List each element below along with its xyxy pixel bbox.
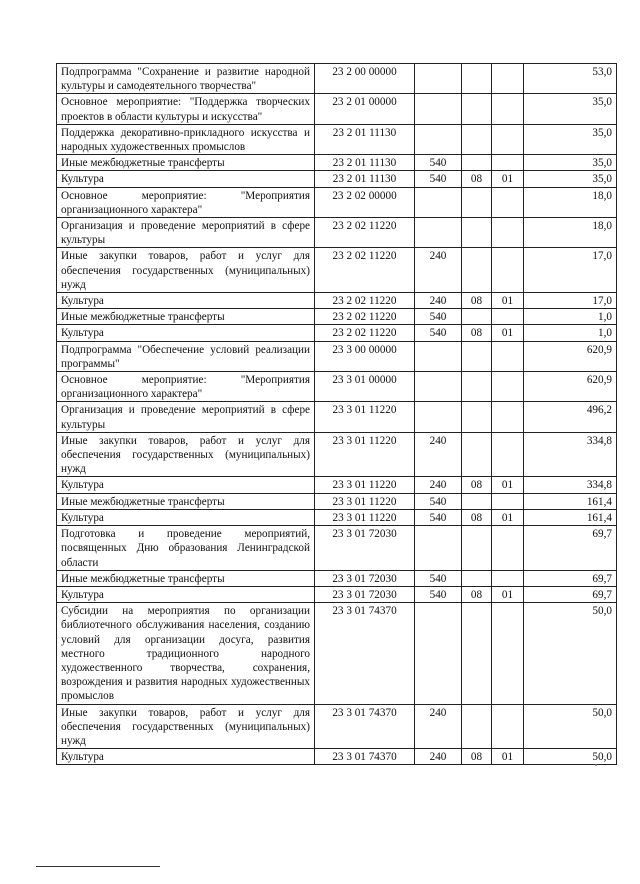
subsection-cell: 01 (492, 325, 524, 341)
table-row (57, 704, 617, 749)
subsection-cell (492, 603, 524, 704)
amount-cell: 35,0 (524, 124, 617, 154)
expense-type-cell (415, 526, 462, 571)
row-name-cell: Подпрограмма "Обеспечение условий реализации программы" (57, 341, 315, 371)
section-cell (462, 124, 492, 154)
table-row (57, 570, 617, 586)
amount-cell: 620,9 (524, 372, 617, 402)
table-row (57, 586, 617, 602)
target-code-cell: 23 3 00 00000 (315, 341, 415, 371)
table-row (57, 309, 617, 325)
table-row (57, 64, 617, 94)
section-cell (462, 64, 492, 94)
expense-type-cell: 540 (415, 509, 462, 525)
target-code-cell: 23 3 01 11220 (315, 493, 415, 509)
subsection-cell (492, 124, 524, 154)
section-cell (462, 402, 492, 432)
row-name-cell: Организация и проведение мероприятий в сфере культуры (57, 402, 315, 432)
expense-type-cell: 540 (415, 155, 462, 171)
section-cell (462, 493, 492, 509)
target-code-cell: 23 2 02 11220 (315, 309, 415, 325)
expense-type-cell: 240 (415, 749, 462, 765)
subsection-cell (492, 248, 524, 293)
amount-cell: 17,0 (524, 248, 617, 293)
scan-artifact (595, 764, 597, 766)
expense-type-cell: 540 (415, 325, 462, 341)
subsection-cell (492, 704, 524, 749)
amount-cell: 69,7 (524, 526, 617, 571)
section-cell (462, 341, 492, 371)
expense-type-cell (415, 402, 462, 432)
row-name-cell: Культура (57, 293, 315, 309)
expense-type-cell (415, 187, 462, 217)
section-cell: 08 (462, 509, 492, 525)
amount-cell: 69,7 (524, 586, 617, 602)
section-cell (462, 155, 492, 171)
section-cell (462, 94, 492, 124)
expense-type-cell: 240 (415, 293, 462, 309)
table-row (57, 124, 617, 154)
row-name-cell: Основное мероприятие: "Поддержка творческих проектов в области культуры и искусства" (57, 94, 315, 124)
target-code-cell: 23 3 01 11220 (315, 402, 415, 432)
section-cell (462, 704, 492, 749)
expense-type-cell: 240 (415, 704, 462, 749)
row-name-cell: Культура (57, 325, 315, 341)
subsection-cell (492, 402, 524, 432)
expense-type-cell: 240 (415, 477, 462, 493)
target-code-cell: 23 3 01 11220 (315, 432, 415, 477)
row-name-cell: Культура (57, 171, 315, 187)
row-name-cell: Поддержка декоративно-прикладного искусства и народных художественных промыслов (57, 124, 315, 154)
target-code-cell: 23 2 02 00000 (315, 187, 415, 217)
target-code-cell: 23 2 01 11130 (315, 155, 415, 171)
amount-cell: 1,0 (524, 309, 617, 325)
table-row (57, 293, 617, 309)
row-name-cell: Иные межбюджетные трансферты (57, 493, 315, 509)
table-row (57, 94, 617, 124)
target-code-cell: 23 3 01 11220 (315, 477, 415, 493)
expense-type-cell: 240 (415, 248, 462, 293)
expense-type-cell (415, 64, 462, 94)
row-name-cell: Подпрограмма "Сохранение и развитие народной культуры и самодеятельного творчества" (57, 64, 315, 94)
row-name-cell: Культура (57, 477, 315, 493)
table-row (57, 372, 617, 402)
section-cell: 08 (462, 171, 492, 187)
table-row (57, 432, 617, 477)
target-code-cell: 23 2 00 00000 (315, 64, 415, 94)
subsection-cell (492, 155, 524, 171)
section-cell (462, 187, 492, 217)
amount-cell: 35,0 (524, 155, 617, 171)
target-code-cell: 23 3 01 11220 (315, 509, 415, 525)
expense-type-cell: 540 (415, 570, 462, 586)
section-cell (462, 432, 492, 477)
target-code-cell: 23 2 02 11220 (315, 293, 415, 309)
amount-cell: 496,2 (524, 402, 617, 432)
subsection-cell (492, 341, 524, 371)
section-cell: 08 (462, 749, 492, 765)
row-name-cell: Иные межбюджетные трансферты (57, 309, 315, 325)
row-name-cell: Культура (57, 749, 315, 765)
target-code-cell: 23 3 01 74370 (315, 749, 415, 765)
subsection-cell: 01 (492, 293, 524, 309)
budget-table (56, 63, 617, 765)
row-name-cell: Субсидии на мероприятия по организации библиотечного обслуживания населения, созданию условий для организации досуга, развития местного традиционного народного художественного творчества, сохранения, возрождения и развития народных художественных промыслов (57, 603, 315, 704)
target-code-cell: 23 2 01 11130 (315, 124, 415, 154)
table-row (57, 218, 617, 248)
target-code-cell: 23 2 01 00000 (315, 94, 415, 124)
amount-cell: 161,4 (524, 493, 617, 509)
subsection-cell (492, 218, 524, 248)
section-cell (462, 218, 492, 248)
row-name-cell: Основное мероприятие: "Мероприятия организационного характера" (57, 372, 315, 402)
subsection-cell (492, 187, 524, 217)
subsection-cell: 01 (492, 586, 524, 602)
expense-type-cell: 540 (415, 493, 462, 509)
row-name-cell: Иные межбюджетные трансферты (57, 570, 315, 586)
table-row (57, 402, 617, 432)
subsection-cell: 01 (492, 749, 524, 765)
expense-type-cell (415, 372, 462, 402)
target-code-cell: 23 3 01 72030 (315, 586, 415, 602)
row-name-cell: Культура (57, 509, 315, 525)
section-cell (462, 248, 492, 293)
expense-type-cell (415, 124, 462, 154)
amount-cell: 18,0 (524, 187, 617, 217)
amount-cell: 17,0 (524, 293, 617, 309)
target-code-cell: 23 3 01 72030 (315, 526, 415, 571)
section-cell: 08 (462, 477, 492, 493)
amount-cell: 50,0 (524, 603, 617, 704)
row-name-cell: Иные закупки товаров, работ и услуг для обеспечения государственных (муниципальных) нужд (57, 248, 315, 293)
subsection-cell (492, 526, 524, 571)
amount-cell: 161,4 (524, 509, 617, 525)
amount-cell: 53,0 (524, 64, 617, 94)
amount-cell: 334,8 (524, 477, 617, 493)
expense-type-cell (415, 603, 462, 704)
section-cell (462, 372, 492, 402)
target-code-cell: 23 3 01 00000 (315, 372, 415, 402)
subsection-cell (492, 64, 524, 94)
amount-cell: 50,0 (524, 704, 617, 749)
target-code-cell: 23 3 01 72030 (315, 570, 415, 586)
table-row (57, 493, 617, 509)
amount-cell: 620,9 (524, 341, 617, 371)
section-cell: 08 (462, 325, 492, 341)
row-name-cell: Культура (57, 586, 315, 602)
section-cell (462, 309, 492, 325)
expense-type-cell (415, 94, 462, 124)
subsection-cell (492, 432, 524, 477)
amount-cell: 69,7 (524, 570, 617, 586)
target-code-cell: 23 3 01 74370 (315, 704, 415, 749)
subsection-cell (492, 309, 524, 325)
amount-cell: 18,0 (524, 218, 617, 248)
table-row (57, 509, 617, 525)
section-cell (462, 526, 492, 571)
expense-type-cell: 240 (415, 432, 462, 477)
subsection-cell: 01 (492, 171, 524, 187)
budget-table-body (57, 64, 617, 765)
subsection-cell: 01 (492, 477, 524, 493)
subsection-cell (492, 372, 524, 402)
table-row (57, 749, 617, 765)
expense-type-cell: 540 (415, 171, 462, 187)
row-name-cell: Подготовка и проведение мероприятий, посвященных Дню образования Ленинградской области (57, 526, 315, 571)
section-cell (462, 570, 492, 586)
subsection-cell: 01 (492, 509, 524, 525)
target-code-cell: 23 2 02 11220 (315, 248, 415, 293)
table-row (57, 171, 617, 187)
row-name-cell: Иные закупки товаров, работ и услуг для обеспечения государственных (муниципальных) нужд (57, 432, 315, 477)
subsection-cell (492, 570, 524, 586)
table-row (57, 477, 617, 493)
table-row (57, 603, 617, 704)
table-row (57, 187, 617, 217)
target-code-cell: 23 3 01 74370 (315, 603, 415, 704)
row-name-cell: Основное мероприятие: "Мероприятия организационного характера" (57, 187, 315, 217)
expense-type-cell (415, 341, 462, 371)
section-cell: 08 (462, 293, 492, 309)
section-cell: 08 (462, 586, 492, 602)
amount-cell: 35,0 (524, 171, 617, 187)
row-name-cell: Организация и проведение мероприятий в сфере культуры (57, 218, 315, 248)
amount-cell: 35,0 (524, 94, 617, 124)
target-code-cell: 23 2 02 11220 (315, 218, 415, 248)
table-row (57, 325, 617, 341)
target-code-cell: 23 2 01 11130 (315, 171, 415, 187)
expense-type-cell: 540 (415, 586, 462, 602)
footnote-separator (36, 866, 160, 867)
table-row (57, 341, 617, 371)
table-row (57, 248, 617, 293)
row-name-cell: Иные закупки товаров, работ и услуг для обеспечения государственных (муниципальных) нужд (57, 704, 315, 749)
amount-cell: 50,0 (524, 749, 617, 765)
amount-cell: 1,0 (524, 325, 617, 341)
amount-cell: 334,8 (524, 432, 617, 477)
table-row (57, 526, 617, 571)
table-row (57, 155, 617, 171)
subsection-cell (492, 94, 524, 124)
section-cell (462, 603, 492, 704)
target-code-cell: 23 2 02 11220 (315, 325, 415, 341)
subsection-cell (492, 493, 524, 509)
expense-type-cell (415, 218, 462, 248)
expense-type-cell: 540 (415, 309, 462, 325)
row-name-cell: Иные межбюджетные трансферты (57, 155, 315, 171)
